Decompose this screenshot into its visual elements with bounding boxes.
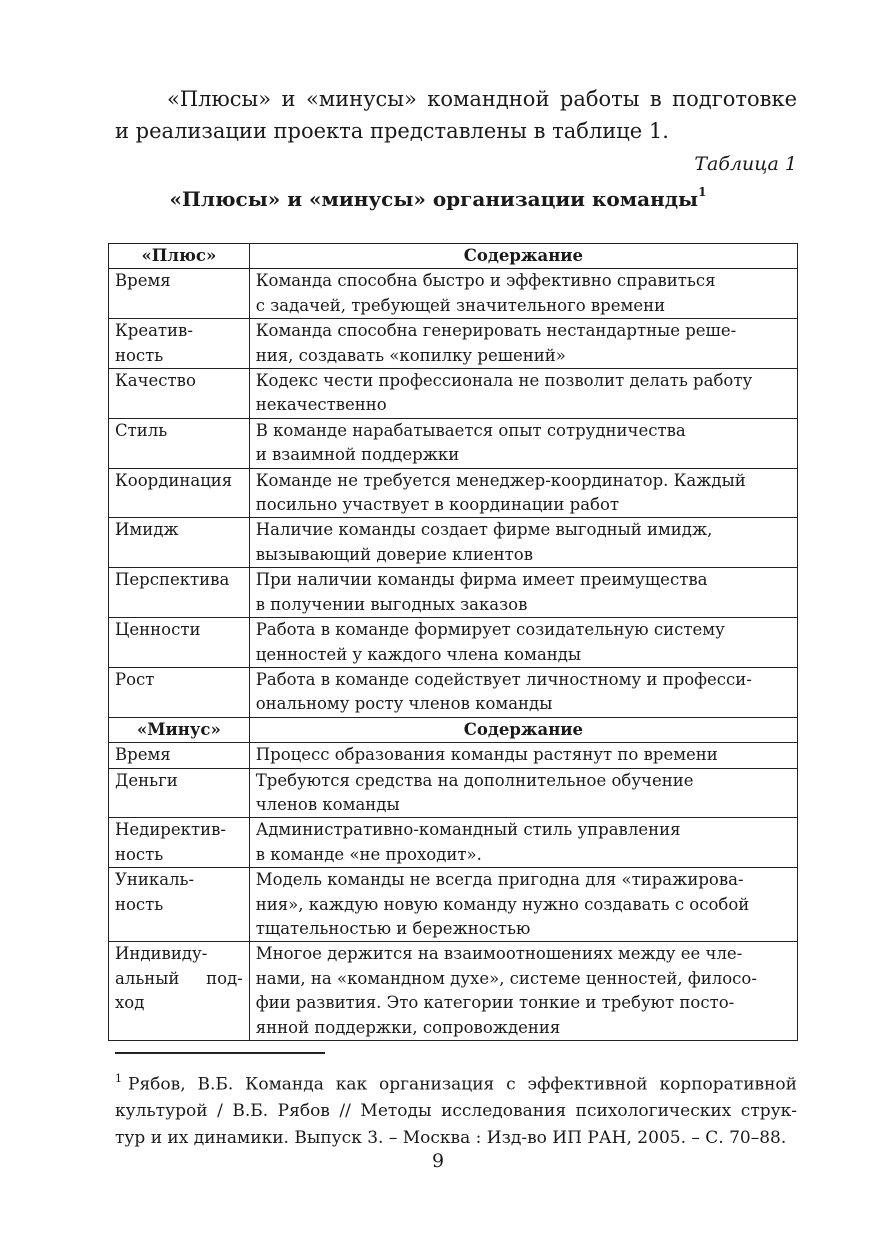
row-content-cell (249, 743, 797, 768)
table-row (109, 369, 798, 419)
table-row (109, 818, 798, 868)
row-content-line: фии развития. Это категории тонкие и требуют посто- (255, 993, 735, 1013)
row-name-line: Ценности (115, 620, 201, 640)
row-name-cell (109, 743, 250, 768)
table-row (109, 518, 798, 568)
table-row (109, 667, 798, 717)
row-name-line: Время (115, 271, 171, 291)
row-content-cell (249, 319, 797, 369)
row-content-line: При наличии команды фирма имеет преимущества (255, 570, 708, 590)
table-header-row (109, 244, 798, 269)
pros-cons-table (108, 243, 798, 1041)
table-label: Таблица 1 (694, 153, 797, 175)
row-name-line: Перспектива (115, 570, 230, 590)
row-content-line: ональному росту членов команды (255, 694, 553, 714)
row-content-line: ния», каждую новую команду нужно создавать с особой (255, 894, 750, 914)
footnote-reference[interactable]: 1 (698, 185, 707, 200)
row-content-cell (249, 518, 797, 568)
row-name-cell (109, 369, 250, 419)
row-content-cell (249, 369, 797, 419)
table-row (109, 942, 798, 1041)
table-row (109, 568, 798, 618)
intro-paragraph (115, 83, 797, 147)
row-content-cell (249, 818, 797, 868)
row-content-line: некачественно (255, 395, 387, 415)
row-content-line: янной поддержки, сопровождения (255, 1017, 561, 1037)
row-content-cell (249, 468, 797, 518)
row-name-line: альный под- (115, 968, 243, 988)
row-content-line: Работа в команде формирует созидательную систему (255, 620, 725, 640)
row-content-line: тщательностью и бережностью (255, 918, 531, 938)
row-content-cell (249, 868, 797, 942)
table-row (109, 269, 798, 319)
row-content-cell (249, 618, 797, 668)
row-name-cell (109, 818, 250, 868)
row-content-line: в команде «не проходит». (255, 844, 482, 864)
footnote-line: тур и их динамики. Выпуск 3. – Москва : Изд-во ИП РАН, 2005. – С. 70–88. (115, 1127, 787, 1148)
row-name-cell (109, 942, 250, 1041)
table-title-text: «Плюсы» и «минусы» организации команды (169, 187, 699, 211)
row-content-line: Процесс образования команды растянут по времени (255, 745, 718, 765)
footnote-divider (115, 1052, 325, 1054)
table-header-row (109, 717, 798, 742)
row-name-line: Индивиду- (115, 944, 208, 964)
row-name-cell (109, 418, 250, 468)
row-content-line: Модель команды не всегда пригодна для «тиражирова- (255, 870, 744, 890)
row-content-line: Команда способна генерировать нестандартные реше- (255, 321, 737, 341)
row-content-cell (249, 667, 797, 717)
row-content-line: посильно участвует в координации работ (255, 495, 620, 515)
table-body (109, 244, 798, 1041)
row-name-line: Время (115, 745, 171, 765)
footnote-text: Рябов, В.Б. Команда как организация с эффективной корпоративной (128, 1074, 797, 1095)
row-name-line: Уникаль- (115, 870, 195, 890)
row-content-line: нами, на «командном духе», системе ценностей, филосо- (255, 968, 757, 988)
footnote-mark: 1 (115, 1072, 122, 1085)
row-content-line: Многое держится на взаимоотношениях между ее чле- (255, 944, 743, 964)
page-number: 9 (431, 1150, 445, 1172)
row-content-line: ценностей у каждого члена команды (255, 644, 582, 664)
row-name-line: ность (115, 345, 164, 365)
row-content-line: вызывающий доверие клиентов (255, 544, 533, 564)
header-cell-name: «Плюс» (109, 244, 250, 269)
row-name-line: Качество (115, 371, 196, 391)
row-name-line: Деньги (115, 770, 178, 790)
row-name-line: Имидж (115, 520, 179, 540)
intro-line: и реализации проекта представлены в таблице 1. (115, 119, 669, 143)
row-name-cell (109, 568, 250, 618)
footnote-line: культурой / В.Б. Рябов // Методы исследования психологических струк- (115, 1101, 797, 1122)
header-cell-name: «Минус» (109, 717, 250, 742)
header-cell-content: Содержание (249, 717, 797, 742)
row-name-line: Стиль (115, 420, 168, 440)
row-content-line: в получении выгодных заказов (255, 594, 528, 614)
row-name-cell (109, 768, 250, 818)
row-content-line: В команде нарабатывается опыт сотрудничества (255, 420, 686, 440)
row-content-line: Административно-командный стиль управления (255, 820, 681, 840)
row-content-line: ния, создавать «копилку решений» (255, 345, 566, 365)
row-content-line: Кодекс чести профессионала не позволит делать работу (255, 371, 753, 391)
row-name-line: Креатив- (115, 321, 193, 341)
row-name-cell (109, 868, 250, 942)
row-name-cell (109, 618, 250, 668)
row-name-cell (109, 269, 250, 319)
footnote-line (115, 1067, 797, 1098)
row-name-line: ность (115, 894, 164, 914)
table-row (109, 768, 798, 818)
row-content-line: Работа в команде содействует личностному и професси- (255, 669, 752, 689)
row-name-cell (109, 667, 250, 717)
row-name-cell (109, 319, 250, 369)
table-row (109, 319, 798, 369)
row-name-line: ность (115, 844, 164, 864)
intro-line: «Плюсы» и «минусы» командной работы в подготовке (167, 87, 797, 111)
row-content-cell (249, 568, 797, 618)
table-row (109, 468, 798, 518)
table-title (0, 187, 876, 211)
row-name-cell (109, 468, 250, 518)
row-name-cell (109, 518, 250, 568)
row-content-line: Наличие команды создает фирме выгодный имидж, (255, 520, 713, 540)
row-content-line: Требуются средства на дополнительное обучение (255, 770, 694, 790)
header-cell-content: Содержание (249, 244, 797, 269)
row-content-line: членов команды (255, 794, 400, 814)
footnote (115, 1067, 797, 1151)
row-name-line: Координация (115, 470, 233, 490)
table-row (109, 418, 798, 468)
row-content-cell (249, 768, 797, 818)
row-content-line: Команде не требуется менеджер-координатор. Каждый (255, 470, 746, 490)
row-name-line: ход (115, 993, 145, 1013)
row-content-line: Команда способна быстро и эффективно справиться (255, 271, 716, 291)
row-content-cell (249, 269, 797, 319)
table-row (109, 868, 798, 942)
row-content-cell (249, 418, 797, 468)
row-name-line: Недиректив- (115, 820, 226, 840)
row-content-line: с задачей, требующей значительного времени (255, 295, 666, 315)
row-name-line: Рост (115, 669, 155, 689)
table-row (109, 618, 798, 668)
row-content-line: и взаимной поддержки (255, 445, 460, 465)
table-row (109, 743, 798, 768)
row-content-cell (249, 942, 797, 1041)
